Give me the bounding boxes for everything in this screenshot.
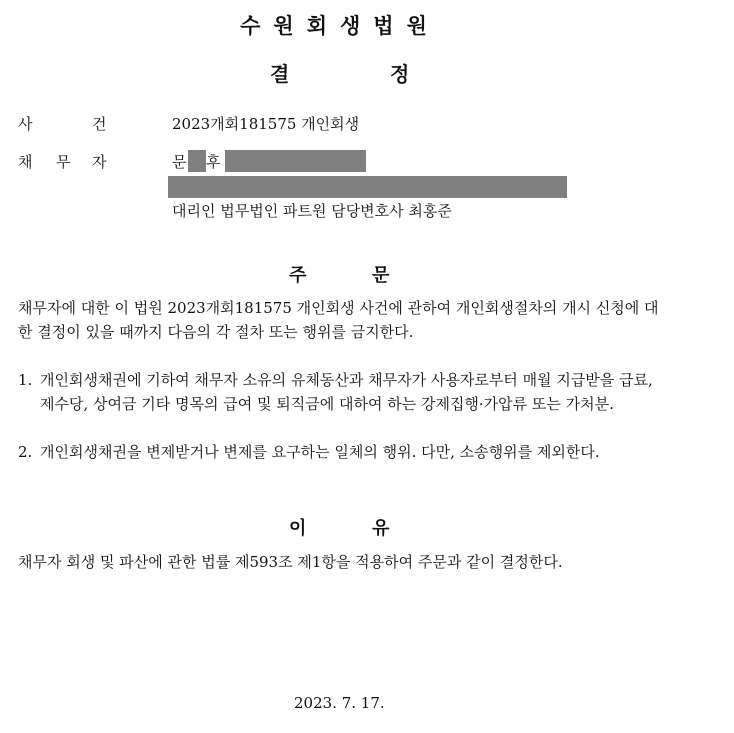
order-text: 채무자에 대한 이 법원 2023개회181575 개인회생 사건에 관하여 개인회생절차의 개시 신청에 대한 결정이 있을 때까지 다음의 각 절차 또는 행위를 금지한다. <box>18 299 659 341</box>
order-heading-char-2: 문 <box>372 265 390 286</box>
reason-heading-char-1: 이 <box>289 518 307 539</box>
redaction-id-number <box>225 150 366 172</box>
order-item-1 <box>18 368 658 416</box>
debtor-name-last: 후 <box>206 153 221 171</box>
redaction-name-middle <box>188 150 206 172</box>
decision-date: 2023. 7. 17. <box>294 694 385 712</box>
case-number: 2023개회181575 개인회생 <box>172 115 360 133</box>
order-item-2-text: 개인회생채권을 변제받거나 변제를 요구하는 일체의 행위. 다만, 소송행위를 제외한다. <box>40 443 600 461</box>
debtor-label-char-2: 무 <box>56 153 71 171</box>
doc-type-char-1: 결 <box>270 62 290 86</box>
order-heading-char-1: 주 <box>289 265 307 286</box>
court-name: 수원회생법원 <box>240 14 440 38</box>
case-label-char-2: 건 <box>92 115 107 133</box>
debtor-name-first: 문 <box>172 153 187 171</box>
case-label-char-1: 사 <box>18 115 33 133</box>
reason-text: 채무자 회생 및 파산에 관한 법률 제593조 제1항을 적용하여 주문과 같이 결정한다. <box>18 553 563 571</box>
redaction-address <box>168 176 567 198</box>
order-item-2-number: 2. <box>18 443 33 461</box>
order-item-2 <box>18 440 658 464</box>
order-item-1-text: 개인회생채권에 기하여 채무자 소유의 유체동산과 채무자가 사용자로부터 매월 지급받을 급료, 제수당, 상여금 기타 명목의 급여 및 퇴직금에 대하여 하는 강제집행·가압류 또는 가처분. <box>40 371 653 413</box>
debtor-agent: 대리인 법무법인 파트원 담당변호사 최홍준 <box>172 202 452 220</box>
order-item-1-number: 1. <box>18 371 33 389</box>
reason-heading-char-2: 유 <box>372 518 390 539</box>
doc-type-char-2: 정 <box>390 62 410 86</box>
debtor-label-char-3: 자 <box>92 153 107 171</box>
debtor-label-char-1: 채 <box>18 153 33 171</box>
